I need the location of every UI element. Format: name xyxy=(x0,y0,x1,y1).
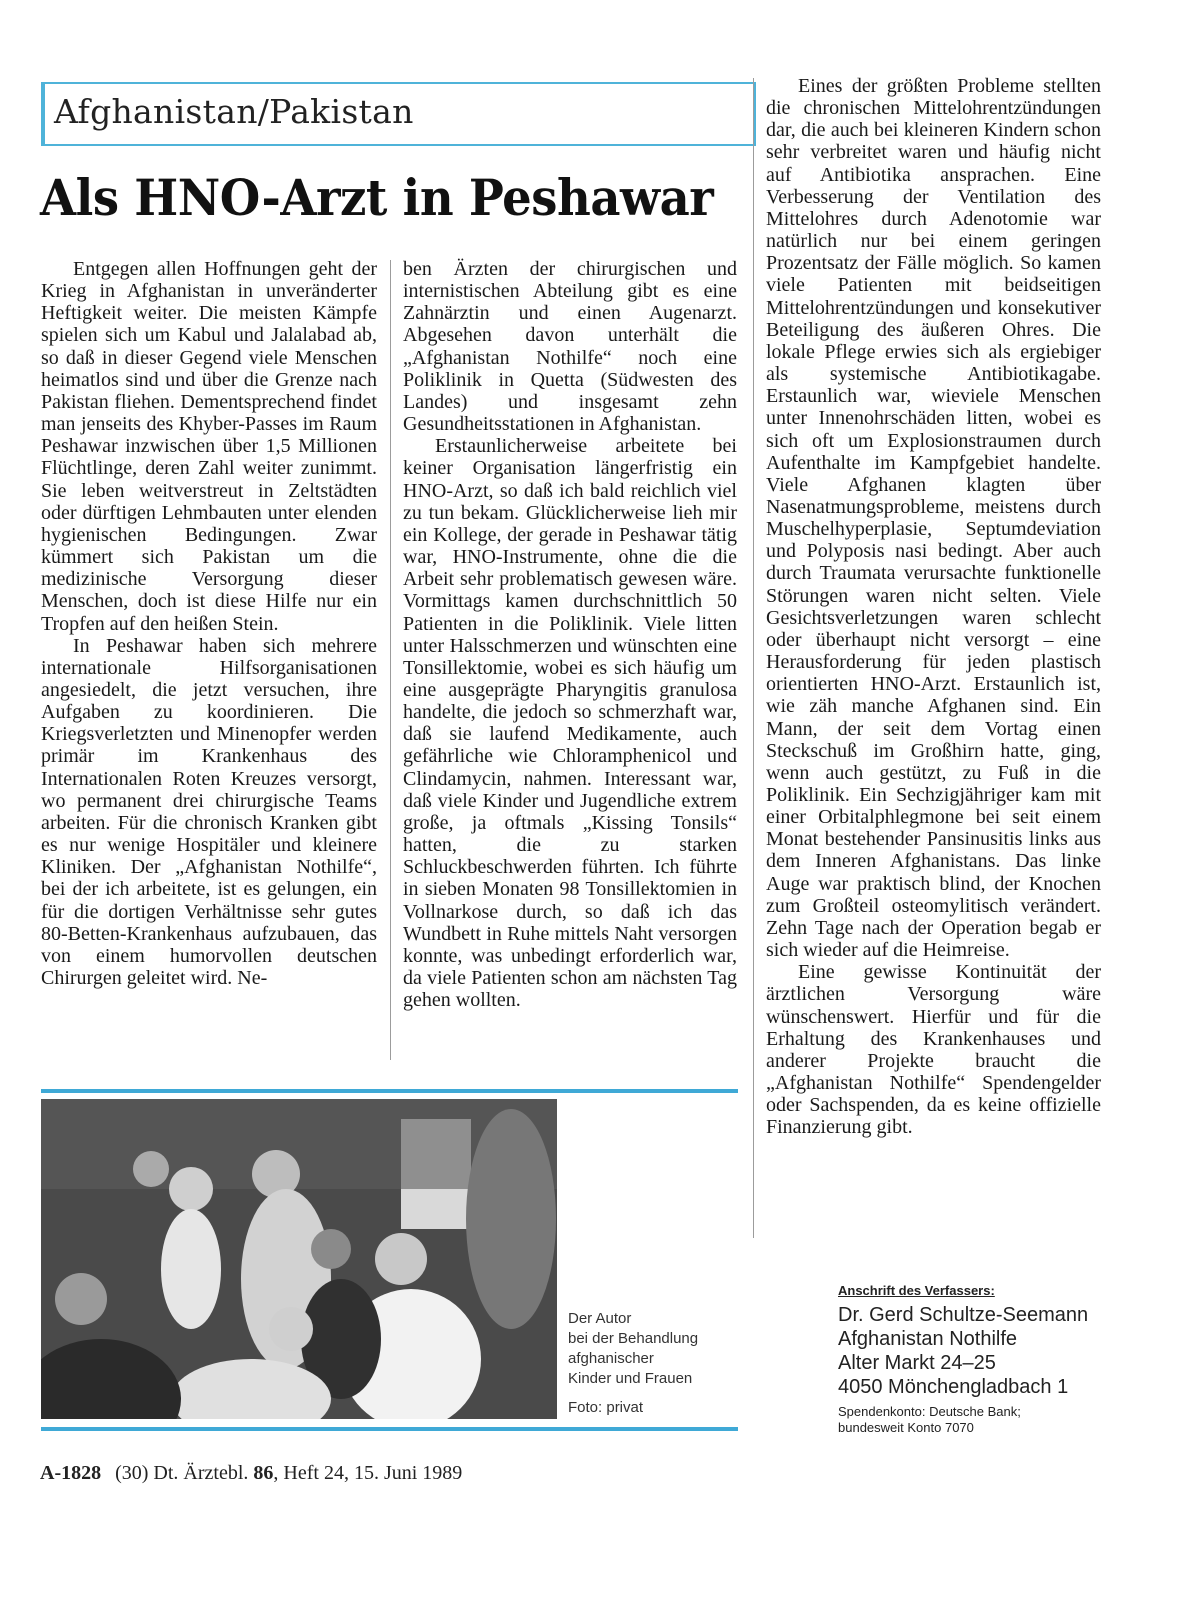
journal-volume: 86 xyxy=(253,1462,274,1484)
photo-credit: Foto: privat xyxy=(568,1399,644,1416)
caption-line: Der Autor xyxy=(568,1310,632,1327)
article-column-3 xyxy=(766,75,1101,1139)
caption-line: afghanischer xyxy=(568,1350,654,1367)
paragraph: In Peshawar haben sich mehrere internationale Hilfsorganisationen angesiedelt, die jetzt versuchen, ihre Aufgaben zu koordinieren. Die Kriegsverletzten und Minenopfer werden primär im Krankenhaus des Internationalen Roten Kreuzes versorgt, wo permanent drei chirurgische Teams arbeiten. Für die chronisch Kranken gibt es nur wenige Hospitäler und kleinere Kliniken. Der „Afghanistan Nothilfe“, bei der ich arbeitete, ist es gelungen, ein für die dortigen Verhältnisse sehr gutes 80-Betten-Krankenhaus aufzubauen, das von einem humorvollen deutschen Chirurgen geleitet wird. Ne- xyxy=(41,634,377,989)
photo-caption xyxy=(568,1309,740,1389)
journal-issue-suffix: , Heft 24, 15. Juni 1989 xyxy=(273,1462,463,1484)
paragraph: Entgegen allen Hoffnungen geht der Krieg in Afghanistan in unveränderter Heftigkeit weiter. Die meisten Kämpfe spielen sich um Kabul und Jalalabad ab, so daß in dieser Gegend viele Menschen heimatlos sind und über die Grenze nach Pakistan fliehen. Dementsprechend findet man jenseits des Khyber-Passes im Raum Peshawar inzwischen über 1,5 Millionen Flüchtlinge, deren Zahl weiter zunimmt. Sie leben weitverstreut in Zeltstädten oder dürftigen Lehmbauten unter elenden hygienischen Bedingungen. Zwar kümmert sich Pakistan um die medizinische Versorgung dieser Menschen, doch ist diese Hilfe nur ein Tropfen auf den heißen Stein. xyxy=(41,258,377,635)
article-column-1 xyxy=(41,258,377,989)
column-divider xyxy=(390,260,391,1060)
address-line: Alter Markt 24–25 xyxy=(838,1352,996,1374)
paragraph: Eines der größten Probleme stellten die chronischen Mittelohrentzündungen dar, die auch bei kleineren Kindern schon sehr verbreitet waren und häufig nicht auf Antibiotika ansprachen. Eine Verbesserung der Ventilation des Mittelohres durch Adenotomie war natürlich nur bei einem geringen Prozentsatz der Fälle möglich. So kamen viele Patienten mit beidseitigen Mittelohrentzündungen und konsekutiver Beteiligung des äußeren Ohres. Die lokale Pflege erwies sich als ergiebiger als systemische Antibiotikagabe. Erstaunlich war, wieviele Menschen unter Innenohrschäden litten, wobei es sich oft um Explosionstraumen durch Aufenthalte im Kampfgebiet handelte. Viele Afghanen klagten über Nasenatmungsprobleme, meistens durch Muschelhyperplasie, Septumdeviation und Polyposis nasi bedingt. Aber auch durch Traumata verursachte funktionelle Störungen waren nicht selten. Viele Gesichtsverletzungen waren schlecht oder überhaupt nicht versorgt – eine Herausforderung für jeden plastisch orientierten HNO-Arzt. Erstaunlich ist, wie zäh manche Afghanen sind. Ein Mann, der seit dem Vortag einen Steckschuß im Großhirn hatte, ging, wenn auch gestützt, zu Fuß in die Poliklinik. Ein Sechzigjähriger kam mit einer Orbitalphlegmone bei seit einem Monat bestehender Pansinusitis links aus dem Inneren Afghanistans. Das linke Auge war praktisch blind, der Knochen zum Großteil osteomylitisch verändert. Zehn Tage nach der Operation begab er sich wieder auf die Heimreise. xyxy=(766,75,1101,962)
address-line: 4050 Mönchengladbach 1 xyxy=(838,1376,1069,1398)
paragraph: Eine gewisse Kontinuität der ärztlichen Versorgung wäre wünschenswert. Hierfür und für die Erhaltung des Krankenhauses und anderer Projekte braucht die „Afghanistan Nothilfe“ Spendengelder oder Sachspenden, da es keine offizielle Finanzierung gibt. xyxy=(766,961,1101,1139)
photo-placeholder-illustration xyxy=(41,1099,557,1419)
section-label: Afghanistan/Pakistan xyxy=(54,92,414,131)
address-line: Afghanistan Nothilfe xyxy=(838,1328,1018,1350)
page-footer xyxy=(40,1462,462,1485)
caption-line: bei der Behandlung xyxy=(568,1330,699,1347)
article-photo xyxy=(41,1099,557,1419)
paragraph: Erstaunlicherweise arbeitete bei keiner Organisation längerfristig ein HNO-Arzt, so daß ich bald reichlich viel zu tun bekam. Glücklicherweise lieh mir ein Kollege, der gerade in Peshawar tätig war, HNO-Instrumente, ohne die die Arbeit sehr problematisch gewesen wäre. Vormittags kamen durchschnittlich 50 Patienten in die Poliklinik. Viele litten unter Halsschmerzen und wünschten eine Tonsillektomie, wobei es sich häufig um eine ausgeprägte Pharyngitis granulosa handelte, die jedoch so schmerzhaft war, daß sie laufend Medikamente, auch gefährliche wie Chloramphenicol und Clindamycin, nahmen. Interessant war, daß viele Kinder und Jugendliche extrem große, ja oftmals „Kissing Tonsils“ hatten, die zu starken Schluckbeschwerden führten. Ich führte in sieben Monaten 98 Tonsillektomien in Vollnarkose durch, so daß ich das Wundbett in Ruhe mittels Naht versorgen konnte, was unbedingt erforderlich war, da viele Patienten schon am nächsten Tag gehen wollten. xyxy=(403,435,737,1012)
author-address xyxy=(838,1303,1088,1399)
article-column-2 xyxy=(403,258,737,1011)
article-headline: Als HNO-Arzt in Peshawar xyxy=(40,168,714,227)
photo-rule-top xyxy=(41,1089,738,1093)
photo-rule-bottom xyxy=(41,1427,738,1431)
bank-line: Spendenkonto: Deutsche Bank; xyxy=(838,1404,1021,1419)
donation-account xyxy=(838,1404,1021,1436)
page-number: A-1828 xyxy=(40,1462,102,1484)
caption-line: Kinder und Frauen xyxy=(568,1370,693,1387)
bank-line: bundesweit Konto 7070 xyxy=(838,1420,974,1435)
column-divider xyxy=(753,78,754,1238)
address-line: Dr. Gerd Schultze-Seemann xyxy=(838,1304,1089,1326)
journal-issue-prefix: (30) Dt. Ärztebl. xyxy=(115,1462,249,1484)
paragraph: ben Ärzten der chirurgischen und internistischen Abteilung gibt es eine Zahnärztin und einen Augenarzt. Abgesehen davon unterhält die „Afghanistan Nothilfe“ noch eine Poliklinik in Quetta (Südwesten des Landes) und insgesamt zehn Gesundheitsstationen in Afghanistan. xyxy=(403,258,737,436)
author-address-heading: Anschrift des Verfassers: xyxy=(838,1283,995,1298)
